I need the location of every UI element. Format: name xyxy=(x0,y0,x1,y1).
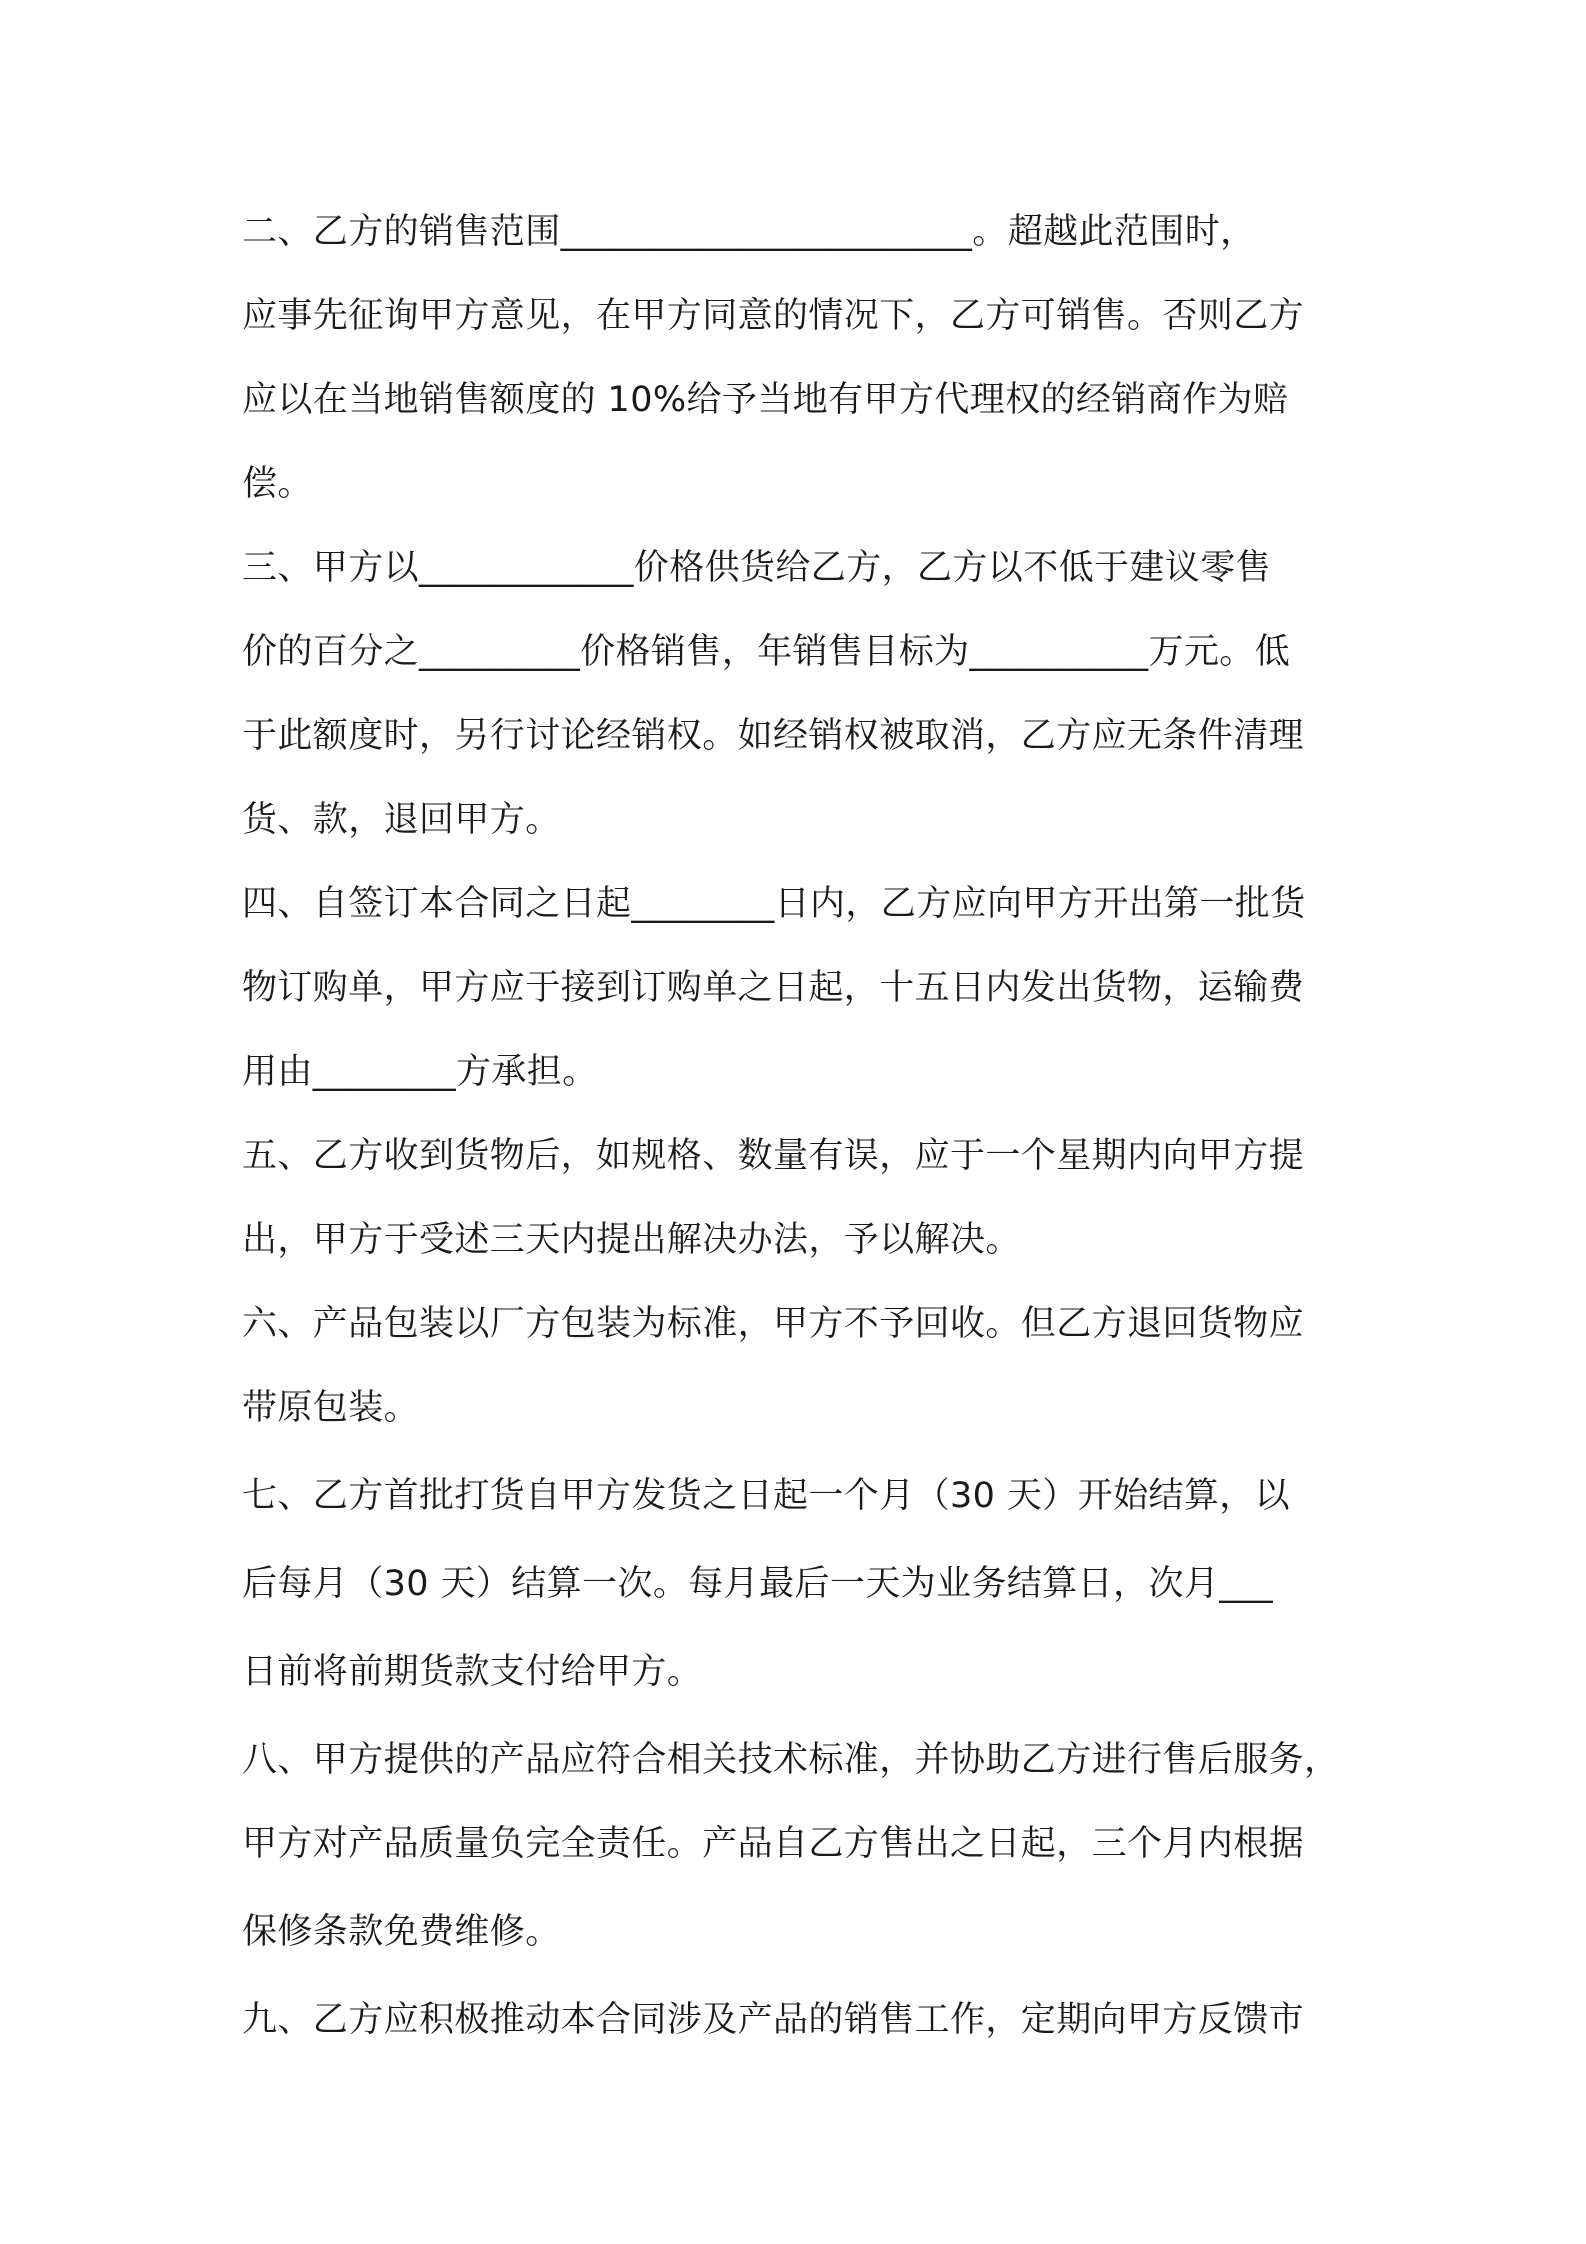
clause-2-line-2: 应事先征询甲方意见，在甲方同意的情况下，乙方可销售。否则乙方 xyxy=(242,296,1305,336)
clause-4-line-3: 用由________方承担。 xyxy=(242,1052,598,1092)
clause-4-line-1: 四、自签订本合同之日起________日内，乙方应向甲方开出第一批货 xyxy=(242,884,1306,924)
clause-2-line-1: 二、乙方的销售范围_______________________。超越此范围时， xyxy=(242,212,1256,252)
clause-3-line-2: 价的百分之_________价格销售，年销售目标为__________万元。低 xyxy=(242,632,1291,672)
clause-7-line-2: 后每月（30 天）结算一次。每月最后一天为业务结算日，次月___ xyxy=(242,1564,1273,1604)
contract-body xyxy=(242,190,1362,2062)
clause-9-line-1: 九、乙方应积极推动本合同涉及产品的销售工作，定期向甲方反馈市 xyxy=(242,2000,1305,2040)
clause-7-line-3: 日前将前期货款支付给甲方。 xyxy=(242,1652,703,1692)
clause-2-line-4: 偿。 xyxy=(242,464,313,504)
clause-4-line-2: 物订购单，甲方应于接到订购单之日起，十五日内发出货物，运输费 xyxy=(242,968,1305,1008)
clause-8-line-2: 甲方对产品质量负完全责任。产品自乙方售出之日起，三个月内根据 xyxy=(242,1824,1305,1864)
clause-3-line-4: 货、款，退回甲方。 xyxy=(242,800,561,840)
clause-8-line-3: 保修条款免费维修。 xyxy=(242,1912,561,1952)
clause-8-line-1: 八、甲方提供的产品应符合相关技术标准，并协助乙方进行售后服务， xyxy=(242,1740,1340,1780)
clause-6-line-1: 六、产品包装以厂方包装为标准，甲方不予回收。但乙方退回货物应 xyxy=(242,1304,1305,1344)
clause-3-line-3: 于此额度时，另行讨论经销权。如经销权被取消，乙方应无条件清理 xyxy=(242,716,1305,756)
clause-2-line-3: 应以在当地销售额度的 10%给予当地有甲方代理权的经销商作为赔 xyxy=(242,380,1289,420)
clause-7-line-1: 七、乙方首批打货自甲方发货之日起一个月（30 天）开始结算，以 xyxy=(242,1476,1291,1516)
clause-5-line-1: 五、乙方收到货物后，如规格、数量有误，应于一个星期内向甲方提 xyxy=(242,1136,1305,1176)
clause-6-line-2: 带原包装。 xyxy=(242,1388,420,1428)
clause-3-line-1: 三、甲方以____________价格供货给乙方，乙方以不低于建议零售 xyxy=(242,548,1272,588)
clause-5-line-2: 出，甲方于受述三天内提出解决办法，予以解决。 xyxy=(242,1220,1021,1260)
